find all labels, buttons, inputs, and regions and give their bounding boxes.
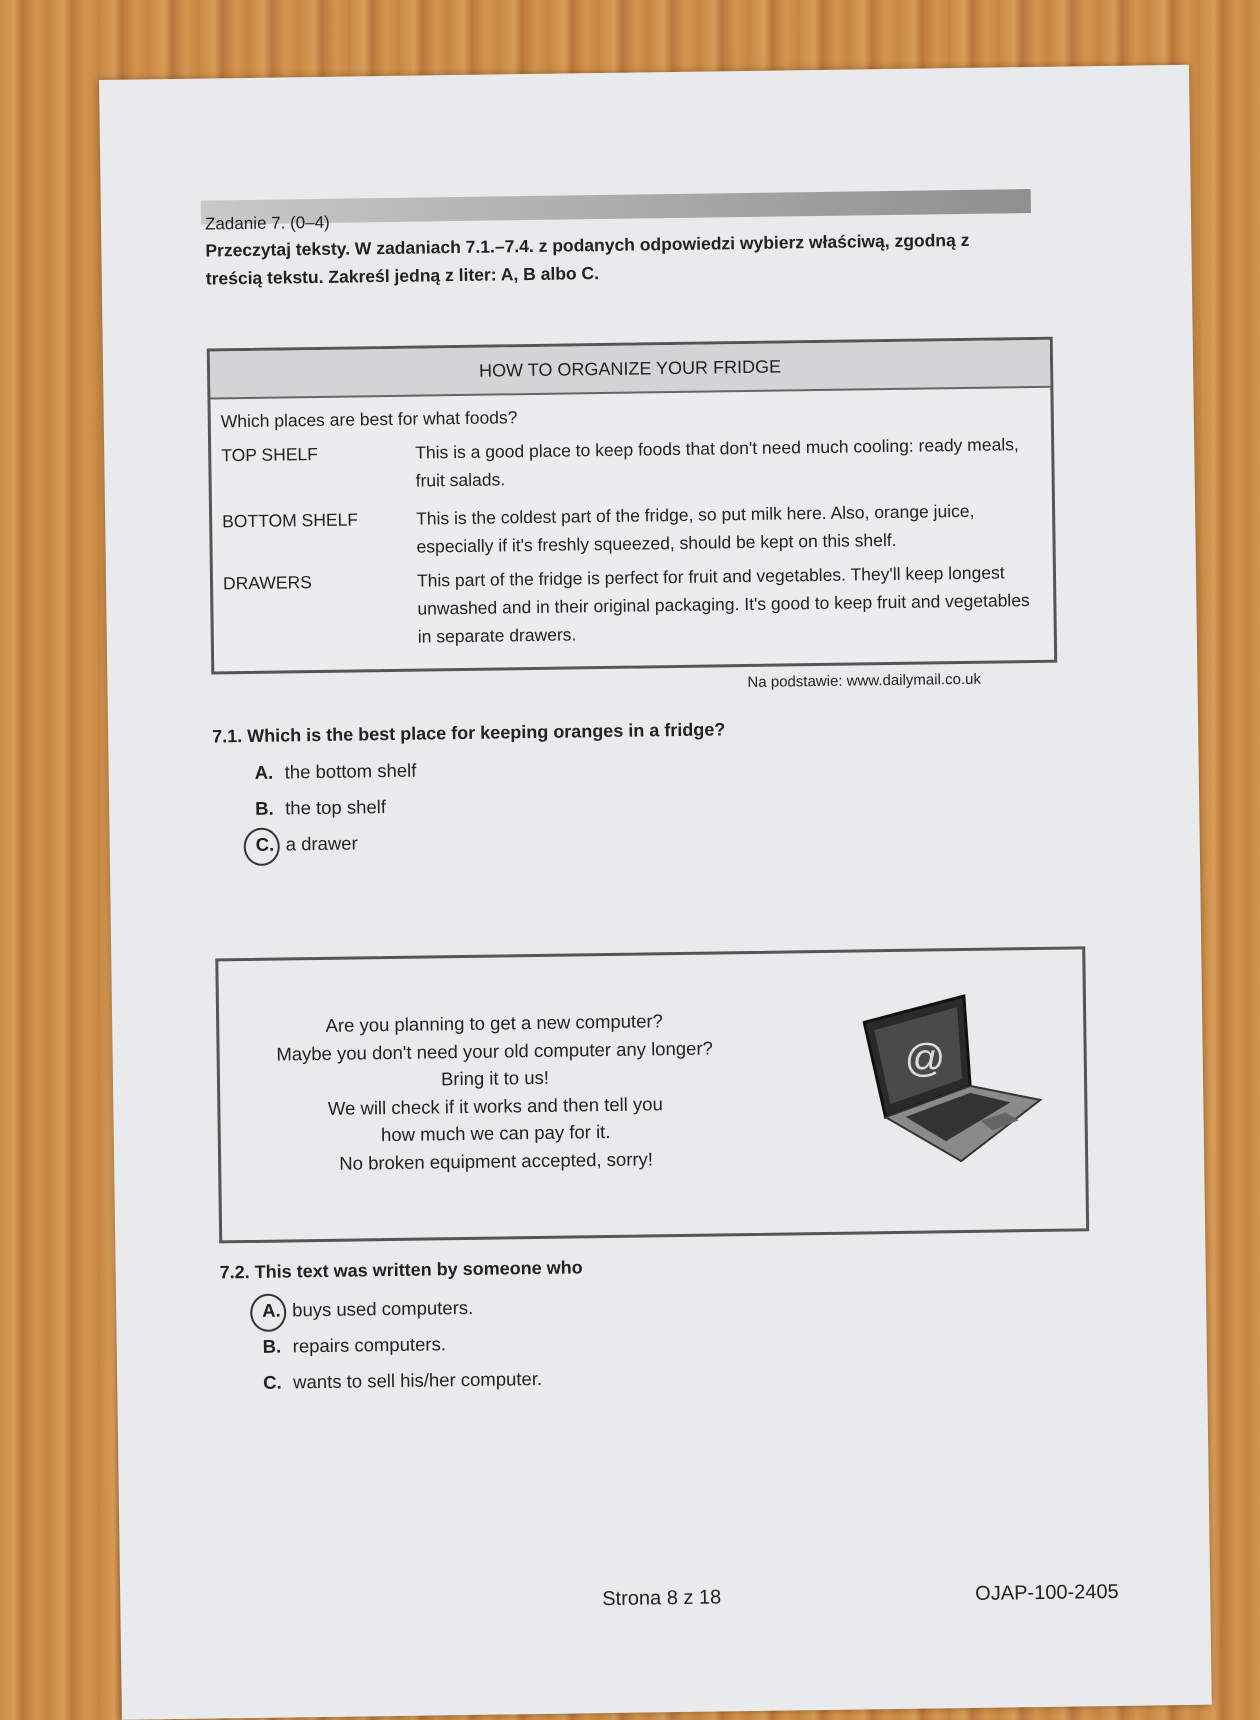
fridge-title: HOW TO ORGANIZE YOUR FRIDGE: [210, 340, 1051, 400]
question-7-2: 7.2. This text was written by someone who: [219, 1257, 583, 1283]
option-text: the top shelf: [285, 796, 387, 819]
option-text: the bottom shelf: [284, 759, 417, 783]
task-header: Zadanie 7. (0–4): [204, 212, 330, 234]
answer-circle: [243, 828, 280, 866]
ad-line: how much we can pay for it.: [380, 1120, 611, 1146]
option-letter: A.: [262, 1299, 281, 1321]
option-letter: C.: [255, 833, 275, 855]
option-c[interactable]: [256, 832, 358, 855]
fridge-row: [221, 434, 1041, 491]
answer-circle: [250, 1294, 287, 1332]
row-label: BOTTOM SHELF: [222, 509, 359, 532]
option-a[interactable]: [255, 760, 417, 784]
option-text: buys used computers.: [292, 1296, 474, 1321]
page-number: Strona 8 z 18: [602, 1586, 722, 1611]
advert-text: [249, 1006, 741, 1178]
fridge-text-box: [207, 337, 1057, 675]
row-text: This is the coldest part of the fridge, so put milk here. Also, orange juice, especially if it's freshly squeezed, should be kept on this shelf.: [416, 500, 975, 557]
ad-line: We will check if it works and then tell you: [327, 1092, 663, 1119]
option-letter: B.: [262, 1335, 282, 1357]
option-b[interactable]: [255, 796, 386, 820]
row-text: This is a good place to keep foods that don't need much cooling: ready meals, fruit salads.: [415, 434, 1019, 491]
ad-line: Bring it to us!: [440, 1066, 550, 1090]
ad-line: No broken equipment accepted, sorry!: [339, 1147, 654, 1174]
exam-page: [99, 65, 1212, 1720]
option-c[interactable]: [263, 1368, 542, 1394]
option-letter: C.: [263, 1371, 282, 1393]
option-text: a drawer: [285, 832, 358, 855]
row-label: TOP SHELF: [221, 443, 318, 466]
source-note: Na podstawie: www.dailymail.co.uk: [747, 670, 982, 692]
exam-code: OJAP-100-2405: [975, 1580, 1119, 1605]
question-7-1: 7.1. Which is the best place for keeping oranges in a fridge?: [212, 719, 726, 747]
at-symbol: @: [904, 1036, 946, 1081]
advert-box: [215, 946, 1089, 1243]
ad-line: Are you planning to get a new computer?: [325, 1010, 663, 1036]
fridge-row: [222, 500, 1042, 557]
ad-line: Maybe you don't need your old computer any longer?: [276, 1037, 713, 1065]
option-text: repairs computers.: [292, 1333, 447, 1357]
row-label: DRAWERS: [222, 572, 312, 594]
task-instruction: Przeczytaj teksty. W zadaniach 7.1.–7.4. z podanych odpowiedzi wybierz właściwą, zgodną z treścią tekstu. Zakreśl jedną z liter: A, B albo C.: [205, 229, 970, 289]
fridge-question: Which places are best for what foods?: [220, 407, 518, 432]
laptop-icon: [859, 990, 1052, 1183]
option-b[interactable]: [263, 1333, 446, 1358]
fridge-row: [222, 562, 1043, 647]
option-letter: A.: [254, 761, 274, 783]
row-text: This part of the fridge is perfect for fruit and vegetables. They'll keep longest unwashed and in their original packaging. It's good to keep fruit and vegetables in separate drawers.: [416, 562, 1030, 647]
option-letter: B.: [255, 797, 274, 819]
option-a[interactable]: [262, 1297, 473, 1322]
option-text: wants to sell his/her computer.: [293, 1367, 543, 1393]
